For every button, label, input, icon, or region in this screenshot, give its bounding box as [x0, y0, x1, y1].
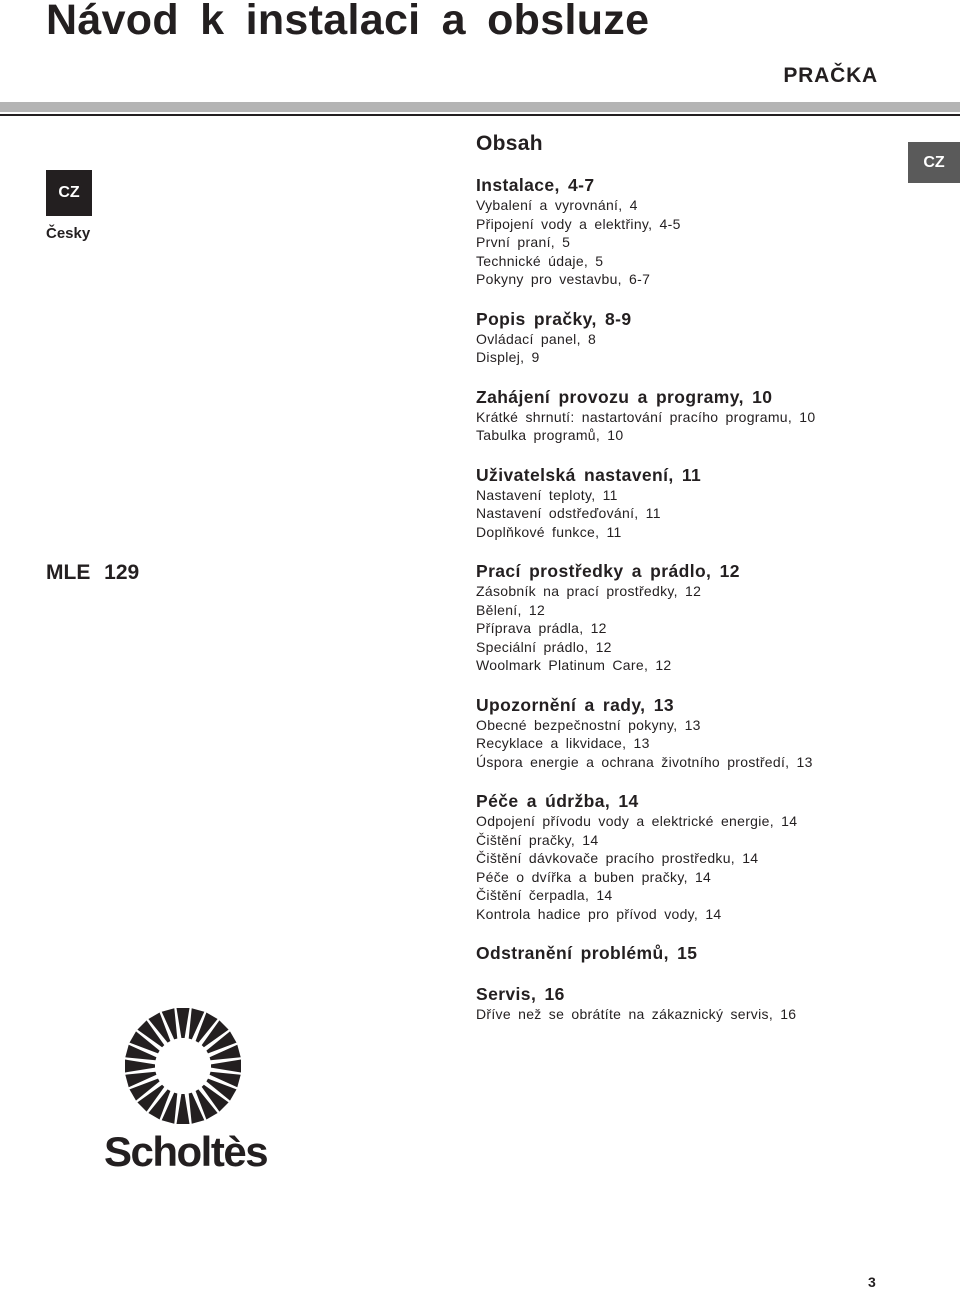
sunburst-logo-icon: [104, 1004, 262, 1128]
toc-entry: Čištění čerpadla, 14: [476, 887, 613, 903]
toc-entry: Woolmark Platinum Care, 12: [476, 657, 672, 673]
product-type: PRAČKA: [783, 64, 878, 87]
header-rule: [0, 114, 960, 116]
toc-entry: Dříve než se obrátíte na zákaznický servis, 16: [476, 1006, 797, 1022]
brand-logo-text: Scholtès: [104, 1128, 268, 1175]
toc-section-title: Péče a údržba, 14: [476, 791, 639, 811]
toc-entry: Příprava prádla, 12: [476, 620, 607, 636]
toc-entry: Displej, 9: [476, 349, 540, 365]
toc-section-title: Popis pračky, 8-9: [476, 308, 632, 329]
toc-section: [476, 386, 946, 445]
toc-section: [476, 464, 946, 542]
toc-entry: Odpojení přívodu vody a elektrické energie, 14: [476, 813, 798, 829]
toc-section: [476, 308, 946, 367]
toc-entry: Čištění pračky, 14: [476, 831, 599, 848]
language-tab-right: CZ: [908, 142, 960, 183]
document-title: Návod k instalaci a obsluze: [46, 0, 650, 44]
sunburst-ray: [177, 1094, 190, 1124]
toc-entry: Krátké shrnutí: nastartování pracího programu, 10: [476, 408, 816, 425]
toc-entry: Technické údaje, 5: [476, 252, 604, 269]
toc-section: [476, 942, 946, 964]
toc-entry: Doplňkové funkce, 11: [476, 523, 622, 540]
toc-section: [476, 174, 946, 289]
sunburst-ray: [211, 1060, 241, 1073]
toc-entry: Pokyny pro vestavbu, 6-7: [476, 271, 651, 287]
toc-section: [476, 560, 946, 675]
toc-section-title: Prací prostředky a prádlo, 12: [476, 561, 740, 581]
page-number: 3: [868, 1274, 876, 1290]
language-name: Česky: [46, 225, 91, 242]
toc-section-title: Upozornění a rady, 13: [476, 694, 674, 715]
toc-section-title: Uživatelská nastavení, 11: [476, 464, 702, 485]
header-gray-bar: [0, 102, 960, 112]
table-of-contents: [476, 132, 946, 1043]
toc-sections: [476, 174, 946, 1024]
toc-entry: První praní, 5: [476, 234, 571, 250]
toc-section-title: Zahájení provozu a programy, 10: [476, 386, 773, 407]
sunburst-ray: [177, 1008, 190, 1038]
toc-entry: Tabulka programů, 10: [476, 427, 624, 443]
toc-entry: Kontrola hadice pro přívod vody, 14: [476, 905, 722, 922]
toc-entry: Čištění dávkovače pracího prostředku, 14: [476, 850, 759, 866]
toc-entry: Vybalení a vyrovnání, 4: [476, 197, 638, 213]
toc-section-title: Instalace, 4-7: [476, 175, 595, 195]
toc-entry: Ovládací panel, 8: [476, 330, 597, 347]
toc-section-title: Odstranění problémů, 15: [476, 943, 698, 963]
toc-entry: Připojení vody a elektřiny, 4-5: [476, 215, 681, 232]
toc-entry: Speciální prádlo, 12: [476, 638, 612, 655]
toc-entry: Bělení, 12: [476, 601, 546, 618]
toc-heading: Obsah: [476, 132, 543, 155]
toc-entry: Zásobník na prací prostředky, 12: [476, 583, 702, 599]
toc-entry: Nastavení odstřeďování, 11: [476, 505, 661, 521]
toc-entry: Recyklace a likvidace, 13: [476, 735, 650, 751]
toc-entry: Péče o dvířka a buben pračky, 14: [476, 868, 712, 885]
sunburst-ray: [125, 1060, 155, 1073]
language-badge: CZ: [46, 170, 92, 216]
toc-section: [476, 790, 946, 923]
model-number: MLE 129: [46, 561, 140, 584]
toc-entry: Nastavení teploty, 11: [476, 486, 618, 503]
toc-section: [476, 694, 946, 772]
toc-entry: Úspora energie a ochrana životního prostředí, 13: [476, 753, 813, 770]
toc-section-title: Servis, 16: [476, 984, 565, 1004]
toc-section: [476, 983, 946, 1024]
toc-entry: Obecné bezpečnostní pokyny, 13: [476, 716, 701, 733]
